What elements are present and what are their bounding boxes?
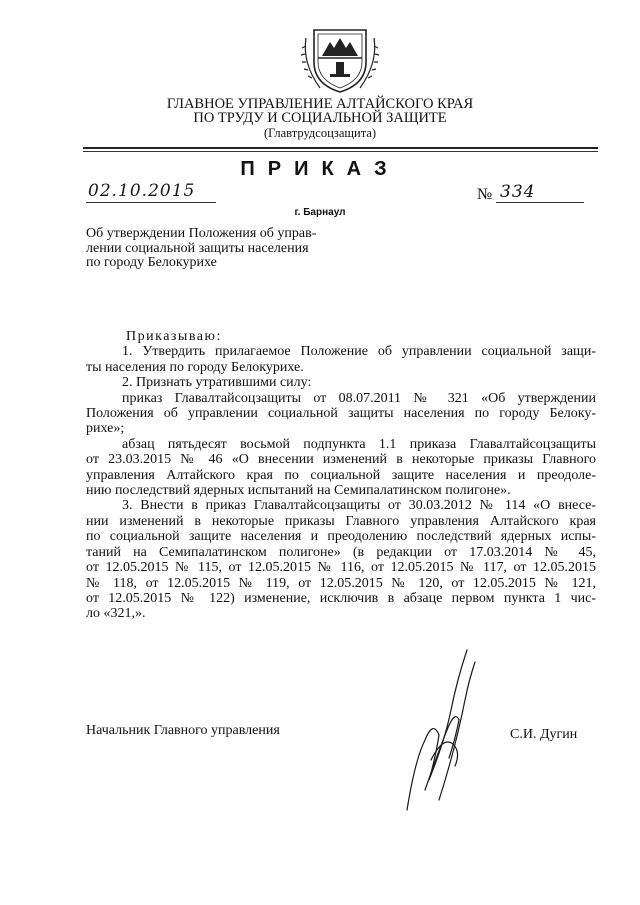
body-line: приказ Главалтайсоцзащиты от 08.07.2011 № 321 «Об утверждении xyxy=(122,390,596,406)
body-line: ты населения по городу Белокурихе. xyxy=(86,359,304,375)
body-line: управления Алтайского края по социальной защите населения и преодоле- xyxy=(86,467,596,483)
body-line: нии изменений в некоторые приказы Главного управления Алтайского края xyxy=(86,513,596,529)
body-line: 1. Утвердить прилагаемое Положение об управлении социальной защи- xyxy=(122,344,596,360)
subject-line: лении социальной защиты населения xyxy=(86,240,309,256)
header-divider-thick xyxy=(83,147,598,149)
body-line: от 23.03.2015 № 46 «О внесении изменений в некоторые приказы Главного xyxy=(86,452,596,468)
date-underline xyxy=(86,202,216,203)
order-intro: Приказываю: xyxy=(126,329,222,344)
order-subject xyxy=(86,227,316,271)
body-line: нию последствий ядерных испытаний на Семипалатинском полигоне». xyxy=(86,483,511,499)
body-line: 3. Внести в приказ Главалтайсоцзащиты от 30.03.2012 № 114 «О внесе- xyxy=(122,498,596,514)
organization-short-name: (Главтрудсоцзащита) xyxy=(263,126,377,140)
order-date: 02.10.2015 xyxy=(88,181,196,201)
body-line: по социальной защите населения и преодолению последствий ядерных испы- xyxy=(86,529,596,545)
document-title: ПРИКАЗ xyxy=(240,158,400,180)
body-line: от 12.05.2015 № 115, от 12.05.2015 № 116, от 12.05.2015 № 117, от 12.05.2015 xyxy=(86,560,596,576)
city: г. Барнаул xyxy=(294,207,346,218)
coat-of-arms-icon xyxy=(300,18,380,98)
handwritten-signature xyxy=(395,640,505,820)
header-divider-thin xyxy=(83,151,598,152)
signatory-name: С.И. Дугин xyxy=(510,727,578,742)
body-line: от 12.05.2015 № 122) изменение, исключив в абзаце первом пункта 1 чис- xyxy=(86,590,596,606)
order-number-label: № xyxy=(477,186,493,203)
body-line: № 118, от 12.05.2015 № 119, от 12.05.2015 № 120, от 12.05.2015 № 121, xyxy=(86,575,596,591)
order-body xyxy=(86,329,596,622)
body-line: 2. Признать утратившими силу: xyxy=(122,375,312,391)
order-number: 334 xyxy=(500,182,536,202)
body-line: ло «321,». xyxy=(86,606,146,622)
body-line: Положения об управлении социальной защиты населения по городу Белоку- xyxy=(86,406,596,422)
subject-line: Об утверждении Положения об управ- xyxy=(86,226,317,241)
body-line: абзац пятьдесят восьмой подпункта 1.1 приказа Главалтайсоцзащиты xyxy=(122,436,596,452)
number-underline xyxy=(496,202,584,203)
organization-department: ПО ТРУДУ И СОЦИАЛЬНОЙ ЗАЩИТЕ xyxy=(193,110,447,126)
organization-name: ГЛАВНОЕ УПРАВЛЕНИЕ АЛТАЙСКОГО КРАЯ xyxy=(166,96,474,112)
body-line: таний на Семипалатинском полигоне» (в редакции от 17.03.2014 № 45, xyxy=(86,544,596,560)
subject-line: по городу Белокурихе xyxy=(86,255,217,270)
signatory-role: Начальник Главного управления xyxy=(86,723,280,738)
body-line: рихе»; xyxy=(86,421,125,437)
